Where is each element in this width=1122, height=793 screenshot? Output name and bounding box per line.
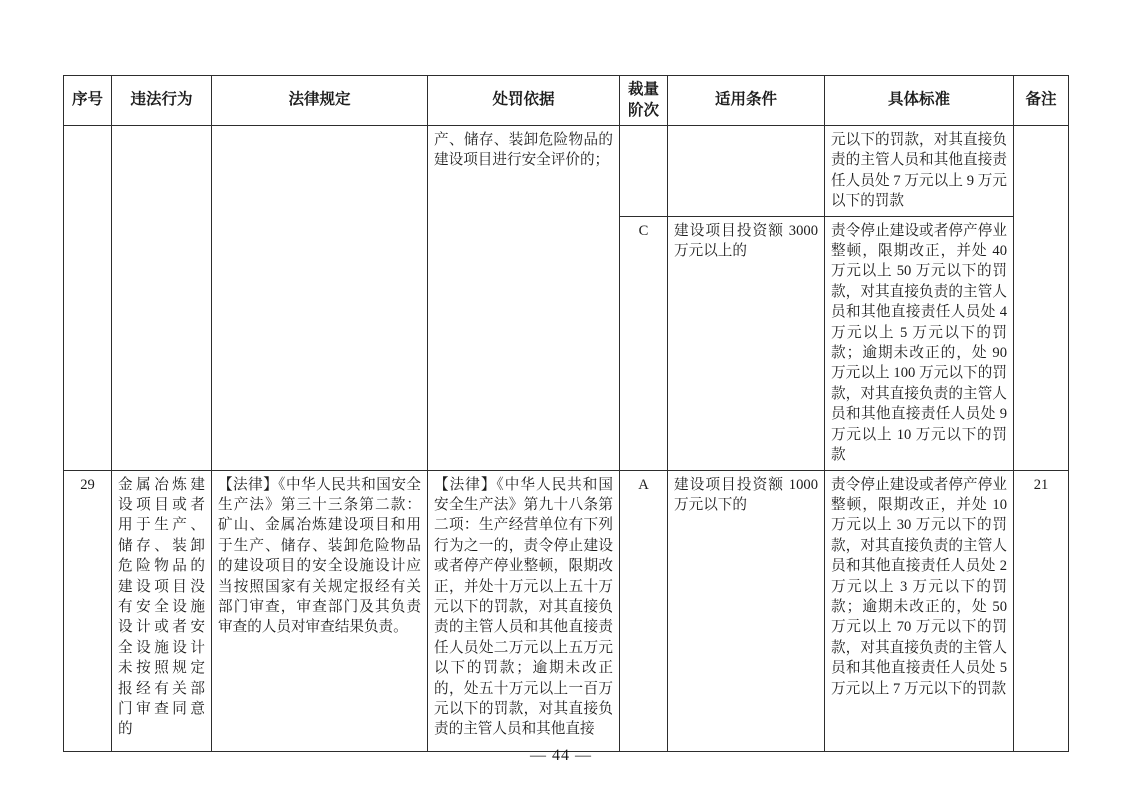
header-specific-standard: 具体标准 — [825, 76, 1014, 126]
cell-penalty-basis-29: 【法律】《中华人民共和国安全生产法》第九十八条第二项：生产经营单位有下列行为之一的，责令停止建设或者停产停业整顿，限期改正，并处十万元以上五十万元以下的罚款，对其直接负责的主管人员和其他直接责任人员处二万元以上五万元以下的罚款；逾期未改正的，处五十万元以上一百万元以下的罚款，对其直接负责的主管人员和其他直接 — [428, 470, 620, 751]
continuation-row-sub-1 — [64, 126, 1069, 217]
cell-illegal-behavior-29: 金属冶炼建设项目或者用于生产、储存、装卸危险物品的建设项目没有安全设施设计或者安全设施设计未按照规定报经有关部门审查同意的 — [112, 470, 212, 751]
row-29 — [64, 470, 1069, 751]
cell-specific-standard-a: 责令停止建设或者停产停业整顿，限期改正，并处 10 万元以上 30 万元以下的罚款，对其直接负责的主管人员和其他直接责任人员处 2 万元以上 3 万元以下的罚款；逾期未改正的，处 50 万元以上 70 万元以下的罚款，对其直接负责的主管人员和其他直接责任人员处 5 万元以上 7 万元以下的罚款 — [825, 470, 1014, 751]
cell-legal-provision-29: 【法律】《中华人民共和国安全生产法》第三十三条第二款：矿山、金属冶炼建设项目和用于生产、储存、装卸危险物品的建设项目的安全设施设计应当按照国家有关规定报经有关部门审查，审查部门及其负责审查的人员对审查结果负责。 — [212, 470, 428, 751]
cell-applicable-conditions-3000: 建设项目投资额 3000 万元以上的 — [668, 216, 825, 470]
cell-remark-empty — [1014, 126, 1069, 471]
cell-discretion-level-a: A — [620, 470, 668, 751]
header-applicable-conditions: 适用条件 — [668, 76, 825, 126]
cell-applicable-conditions-empty — [668, 126, 825, 217]
cell-discretion-level-c: C — [620, 216, 668, 470]
header-remark: 备注 — [1014, 76, 1069, 126]
cell-illegal-behavior-empty — [112, 126, 212, 471]
cell-serial-number-29: 29 — [64, 470, 112, 751]
penalty-standards-table — [63, 75, 1069, 752]
header-legal-provision: 法律规定 — [212, 76, 428, 126]
cell-legal-provision-empty — [212, 126, 428, 471]
cell-penalty-basis-continuation: 产、储存、装卸危险物品的建设项目进行安全评价的； — [428, 126, 620, 471]
header-discretion-level: 裁量阶次 — [620, 76, 668, 126]
cell-discretion-level-empty — [620, 126, 668, 217]
cell-remark-29: 21 — [1014, 470, 1069, 751]
cell-serial-number-empty — [64, 126, 112, 471]
page-number: — 44 — — [530, 747, 592, 764]
header-serial-number: 序号 — [64, 76, 112, 126]
table-header-row — [64, 76, 1069, 126]
cell-specific-standard-c: 责令停止建设或者停产停业整顿，限期改正，并处 40 万元以上 50 万元以下的罚款，对其直接负责的主管人员和其他直接责任人员处 4 万元以上 5 万元以下的罚款；逾期未改正的，处 90 万元以上 100 万元以下的罚款，对其直接负责的主管人员和其他直接责任人员处 9 万元以上 10 万元以下的罚款 — [825, 216, 1014, 470]
header-penalty-basis: 处罚依据 — [428, 76, 620, 126]
header-illegal-behavior: 违法行为 — [112, 76, 212, 126]
cell-applicable-conditions-1000: 建设项目投资额 1000 万元以下的 — [668, 470, 825, 751]
cell-specific-standard-continuation: 元以下的罚款，对其直接负责的主管人员和其他直接责任人员处 7 万元以上 9 万元以下的罚款 — [825, 126, 1014, 217]
